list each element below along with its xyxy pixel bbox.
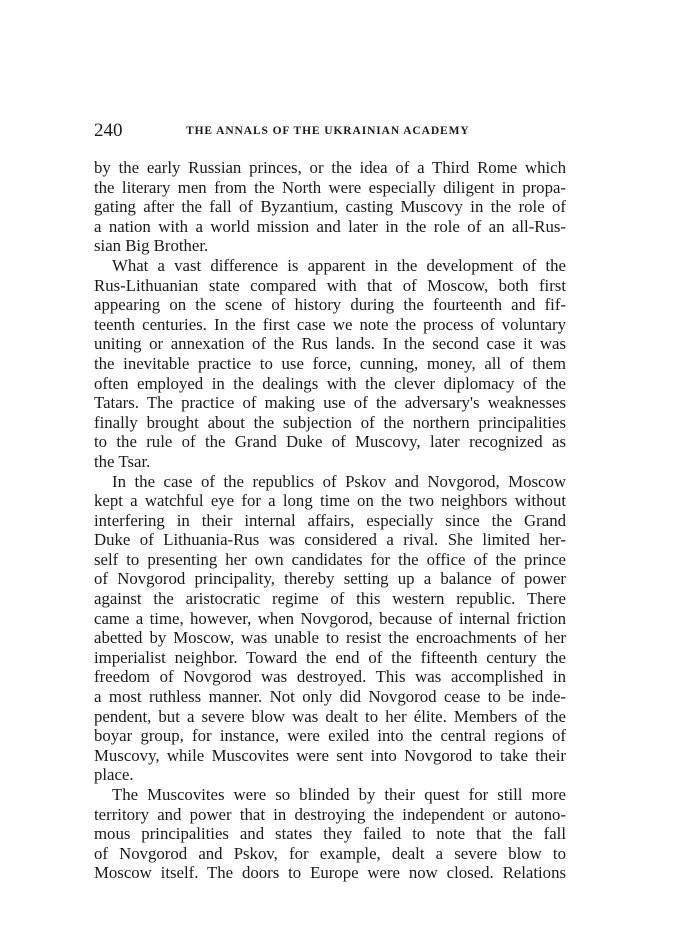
text-line: The Muscovites were so blinded by their quest for still more	[112, 785, 566, 804]
text-line: place.	[94, 765, 134, 785]
running-title: THE ANNALS OF THE UKRAINIAN ACADEMY	[186, 125, 470, 137]
text-line: the literary men from the North were especially diligent in propa-	[94, 177, 566, 197]
text-line: gating after the fall of Byzantium, casting Muscovy in the role of	[94, 197, 566, 217]
text-line: What a vast difference is apparent in the development of the	[112, 255, 566, 275]
text-line: Moscow itself. The doors to Europe were now closed. Relations	[94, 863, 566, 883]
text-line: territory and power that in destroying the independent or autono-	[94, 804, 566, 824]
text-line: uniting or annexation of the Rus lands. In the second case it was	[94, 334, 566, 354]
text-line: Tatars. The practice of making use of the adversary's weaknesses	[94, 393, 566, 413]
text-line: freedom of Novgorod was destroyed. This was accomplished in	[94, 667, 566, 687]
text-line: Muscovy, while Muscovites were sent into Novgorod to take their	[94, 745, 566, 765]
text-line: the inevitable practice to use force, cunning, money, all of them	[94, 353, 566, 373]
text-line: the Tsar.	[94, 451, 151, 471]
text-line: Duke of Lithuania-Rus was considered a rival. She limited her-	[94, 530, 566, 550]
text-line: imperialist neighbor. Toward the end of the fifteenth century the	[94, 647, 566, 667]
page-number: 240	[94, 120, 123, 141]
text-line: boyar group, for instance, were exiled into the central regions of	[94, 726, 566, 746]
body-text	[94, 158, 566, 883]
text-line: kept a watchful eye for a long time on the two neighbors without	[94, 491, 566, 511]
text-line: Rus-Lithuanian state compared with that of Moscow, both first	[94, 275, 566, 295]
text-line: often employed in the dealings with the clever diplomacy of the	[94, 373, 566, 393]
text-line: teenth centuries. In the first case we note the process of voluntary	[94, 314, 566, 334]
text-line: self to presenting her own candidates for the office of the prince	[94, 549, 566, 569]
text-line: of Novgorod and Pskov, for example, dealt a severe blow to	[94, 843, 566, 863]
text-line: against the aristocratic regime of this western republic. There	[94, 589, 566, 609]
text-line: appearing on the scene of history during the fourteenth and fif-	[94, 295, 566, 315]
text-line: a most ruthless manner. Not only did Novgorod cease to be inde-	[94, 687, 566, 707]
text-line: came a time, however, when Novgorod, because of internal friction	[94, 608, 566, 628]
text-line: abetted by Moscow, was unable to resist the encroachments of her	[94, 628, 566, 648]
text-line: finally brought about the subjection of the northern principalities	[94, 412, 566, 432]
text-line: pendent, but a severe blow was dealt to her élite. Members of the	[94, 706, 566, 726]
text-line: of Novgorod principality, thereby setting up a balance of power	[94, 569, 566, 589]
text-line: In the case of the republics of Pskov and Novgorod, Moscow	[112, 471, 566, 491]
text-line: a nation with a world mission and later in the role of an all-Rus-	[94, 216, 566, 236]
text-line: sian Big Brother.	[94, 236, 209, 256]
text-line: to the rule of the Grand Duke of Muscovy, later recognized as	[94, 432, 566, 452]
text-line: mous principalities and states they failed to note that the fall	[94, 824, 566, 844]
text-line: interfering in their internal affairs, especially since the Grand	[94, 510, 566, 530]
text-line: by the early Russian princes, or the idea of a Third Rome which	[94, 158, 566, 177]
running-head	[94, 119, 574, 143]
